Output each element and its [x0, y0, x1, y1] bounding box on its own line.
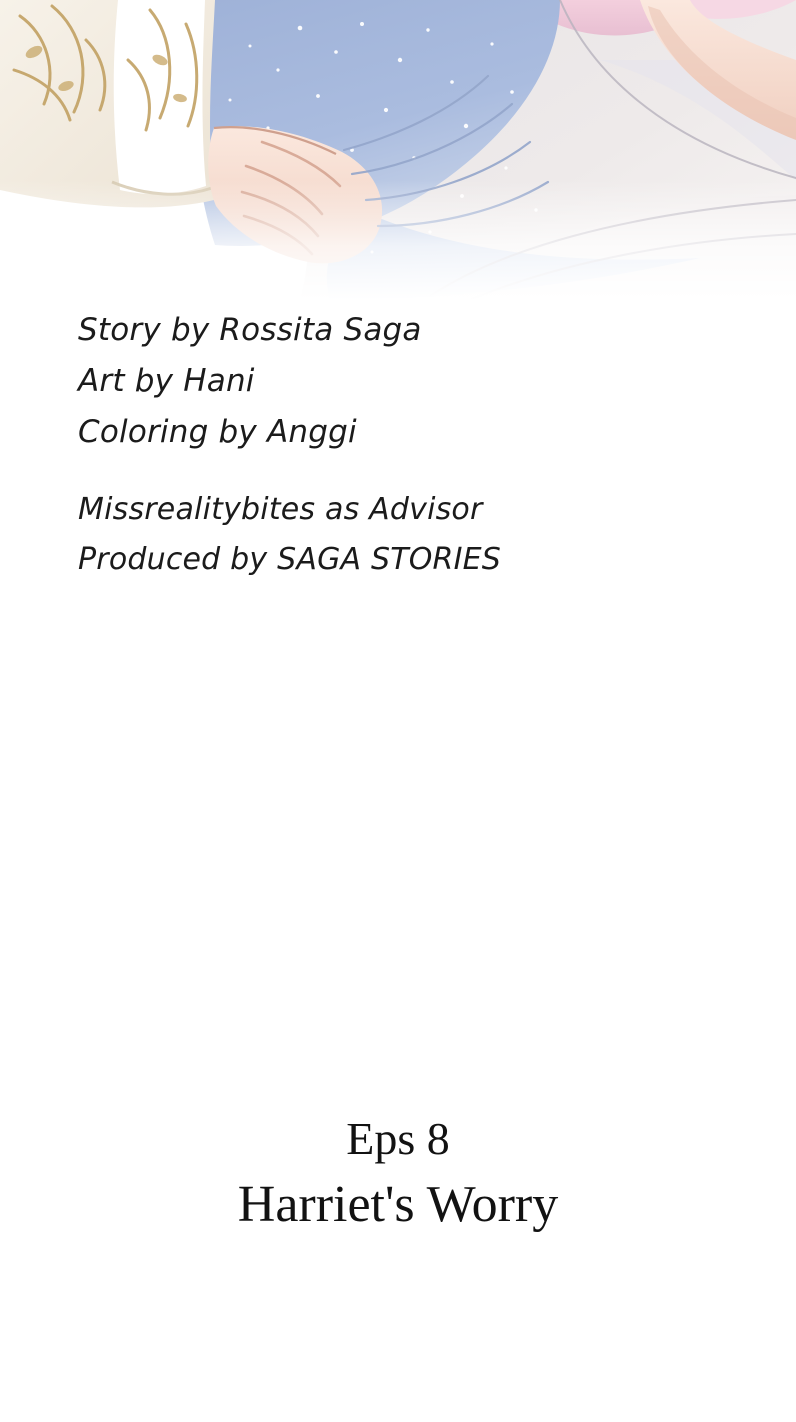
episode-title: Harriet's Worry	[237, 1176, 559, 1233]
credits-spacer	[78, 458, 718, 485]
credit-coloring-by: Coloring by Anggi	[78, 414, 357, 450]
credit-advisor: Missrealitybites as Advisor	[78, 492, 483, 527]
credit-art-by: Art by Hani	[78, 363, 255, 399]
credits-block	[78, 305, 718, 585]
episode-number: Eps 8	[346, 1113, 450, 1164]
artwork-panel	[0, 0, 796, 300]
artwork-illustration	[0, 0, 796, 300]
credit-story-by: Story by Rossita Saga	[78, 312, 422, 348]
credit-produced-by: Produced by SAGA STORIES	[78, 542, 502, 577]
episode-heading	[0, 1108, 796, 1240]
